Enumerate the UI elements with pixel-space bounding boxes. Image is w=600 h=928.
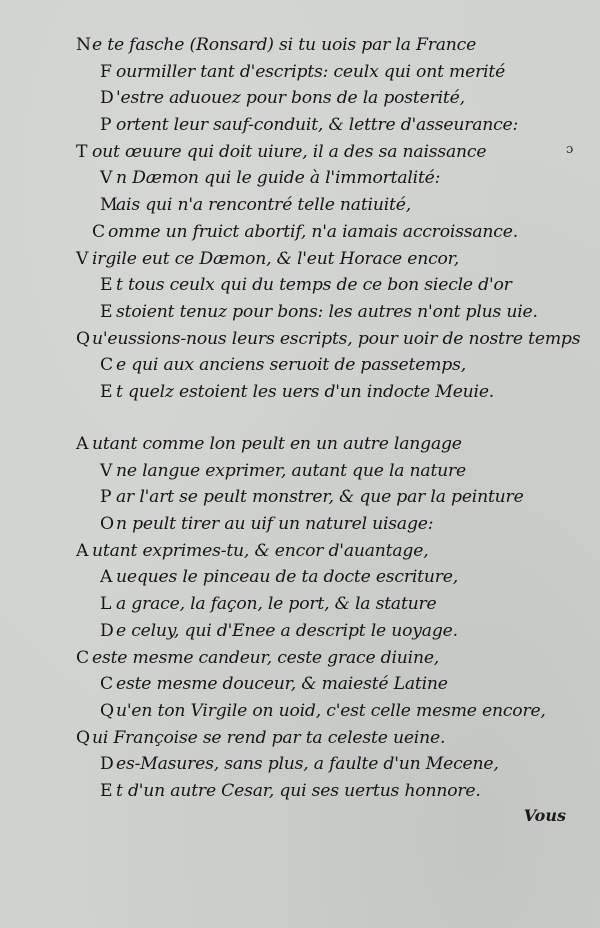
verse-line — [0, 32, 600, 59]
verse-line — [0, 511, 600, 538]
verse-line — [0, 698, 600, 725]
verse-line — [0, 484, 600, 511]
verse-text: t quelz estoient les uers d'un indocte Meuie. — [116, 381, 495, 402]
initial-letter: D — [100, 754, 114, 775]
verse-text: n peult tirer au uif un naturel uisage: — [116, 514, 434, 535]
verse-line — [0, 671, 600, 698]
verse-text: a grace, la façon, le port, & la stature — [116, 594, 437, 615]
initial-letter: Q — [100, 700, 114, 721]
verse-line — [0, 352, 600, 379]
verse-text: t d'un autre Cesar, qui ses uertus honnore. — [116, 780, 481, 801]
margin-mark: ɔ — [566, 142, 574, 157]
verse-text: ar l'art se peult monstrer, & que par la peinture — [116, 487, 524, 508]
initial-letter: T — [76, 141, 88, 162]
verse-line — [0, 591, 600, 618]
initial-letter: O — [100, 514, 114, 535]
verse-text: utant exprimes-tu, & encor d'auantage, — [92, 540, 429, 561]
verse-line — [0, 458, 600, 485]
verse-text: u'eussions-nous leurs escripts, pour uoir de nostre temps — [92, 328, 581, 349]
verse-text: utant comme lon peult en un autre langage — [92, 434, 462, 454]
stanza-2 — [0, 431, 600, 805]
verse-text: u'en ton Virgile on uoid, c'est celle mesme encore, — [116, 700, 546, 721]
initial-letter: L — [100, 594, 112, 615]
verse-text: ne langue exprimer, autant que la nature — [116, 460, 467, 481]
verse-text: ourmiller tant d'escripts: ceulx qui ont merité — [116, 61, 506, 82]
verse-text: e celuy, qui d'Enee a descript le uoyage. — [116, 620, 458, 641]
verse-text: ais qui n'a rencontré telle natiuité, — [116, 195, 411, 216]
verse-text: ortent leur sauf-conduit, & lettre d'asseurance: — [116, 115, 519, 136]
verse-line — [0, 564, 600, 591]
verse-text: n Dæmon qui le guide à l'immortalité: — [116, 168, 441, 189]
verse-line — [0, 778, 600, 805]
initial-letter: V — [100, 168, 113, 189]
verse-text: omme un fruict abortif, n'a iamais accroissance. — [108, 221, 518, 242]
verse-line — [0, 192, 600, 219]
verse-text: t tous ceulx qui du temps de ce bon siecle d'or — [116, 275, 512, 296]
verse-line — [0, 431, 600, 458]
verse-line — [0, 139, 600, 166]
verse-line — [0, 299, 600, 326]
verse-line — [0, 85, 600, 112]
verse-line — [0, 112, 600, 139]
initial-letter: E — [100, 275, 113, 296]
initial-letter: M — [100, 195, 118, 216]
initial-letter: Q — [76, 727, 90, 748]
initial-letter: C — [100, 355, 113, 376]
initial-letter: C — [92, 221, 105, 242]
verse-text: este mesme candeur, ceste grace diuine, — [92, 647, 440, 668]
initial-letter: P — [100, 115, 112, 136]
verse-text: irgile eut ce Dæmon, & l'eut Horace encor, — [92, 248, 460, 269]
verse-line — [0, 59, 600, 86]
initial-letter: E — [100, 780, 113, 801]
verse-text: e te fasche (Ronsard) si tu uois par la France — [92, 35, 477, 55]
initial-letter: Q — [76, 328, 90, 349]
initial-letter: D — [100, 88, 114, 109]
verse-text: este mesme douceur, & maiesté Latine — [116, 674, 448, 695]
initial-letter: D — [100, 620, 114, 641]
initial-letter: V — [76, 248, 89, 269]
verse-line — [0, 538, 600, 565]
verse-text: ueques le pinceau de ta docte escriture, — [116, 567, 458, 588]
verse-line — [0, 219, 600, 246]
initial-letter: C — [76, 647, 89, 668]
initial-letter: V — [100, 460, 113, 481]
catchword: Vous — [523, 806, 566, 825]
verse-text: e qui aux anciens seruoit de passetemps, — [116, 355, 466, 376]
initial-letter: A — [100, 567, 113, 588]
initial-letter: C — [100, 674, 113, 695]
verse-line — [0, 379, 600, 406]
verse-text: es-Masures, sans plus, a faulte d'un Mecene, — [116, 754, 499, 775]
stanza-1 — [0, 32, 600, 406]
verse-line — [0, 645, 600, 672]
initial-letter: A — [76, 434, 89, 454]
verse-text: stoient tenuz pour bons: les autres n'ont plus uie. — [116, 301, 538, 322]
initial-letter: E — [100, 301, 113, 322]
verse-line — [0, 618, 600, 645]
initial-letter: N — [76, 35, 91, 55]
verse-line — [0, 725, 600, 752]
initial-letter: P — [100, 487, 112, 508]
initial-letter: A — [76, 540, 89, 561]
initial-letter: F — [100, 61, 112, 82]
verse-text: ui Françoise se rend par ta celeste ueine. — [92, 727, 446, 748]
initial-letter: E — [100, 381, 113, 402]
verse-line — [0, 751, 600, 778]
verse-line — [0, 326, 600, 353]
verse-text: 'estre aduouez pour bons de la posterité, — [116, 88, 465, 109]
verse-line — [0, 165, 600, 192]
verse-line — [0, 272, 600, 299]
verse-line — [0, 246, 600, 273]
verse-text: out œuure qui doit uiure, il a des sa naissance — [92, 141, 487, 162]
